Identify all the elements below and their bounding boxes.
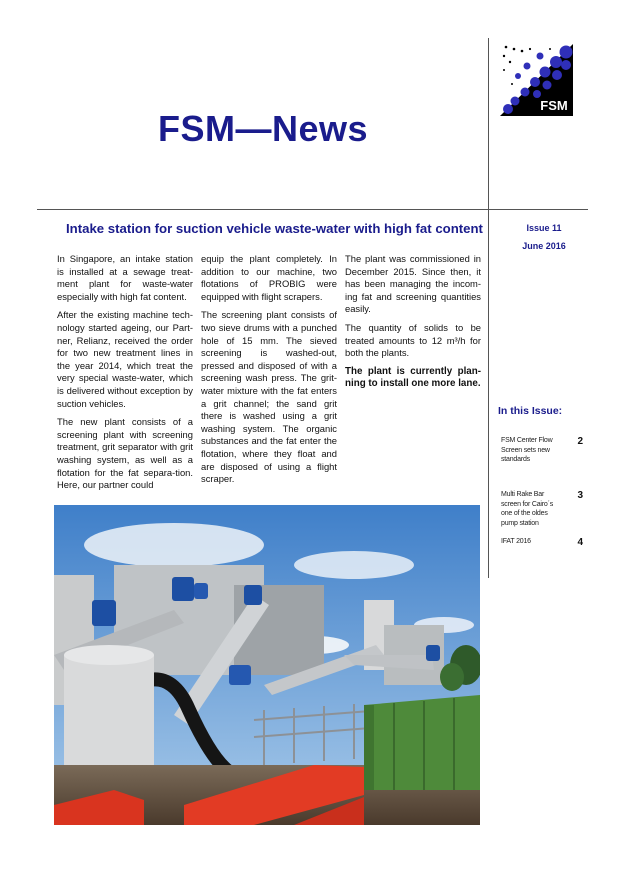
paragraph: The screening plant consists of two sieve drums with a punched hole of 15 mm. The sieved screening is washed-out, pressed and disposed of with a screening wash press. The grit-water mixture with the fat enters a grit channel; the sand grit there is washed using a grit washing system. The organic substances and the fat enter the flotation, where they float and are disposed of using a flight scraper. bbox=[201, 309, 337, 485]
issue-date: June 2016 bbox=[522, 241, 566, 251]
article-headline: Intake station for suction vehicle waste-water with high fat content bbox=[66, 221, 483, 236]
paragraph: The new plant consists of a screening plant with screening treatment, grit separator with grit washing system, as well as a flotation for the fat separa-tion. Here, our partner could bbox=[57, 416, 193, 491]
paragraph: The quantity of solids to be treated amounts to 12 m³/h for both the plants. bbox=[345, 321, 481, 359]
vertical-rule bbox=[488, 38, 489, 578]
toc-item-page: 4 bbox=[577, 537, 583, 548]
toc-item-page: 3 bbox=[577, 490, 583, 501]
paragraph: After the existing machine tech-nology started ageing, our Part-ner, Relianz, received the order for two new treatment lines in the year 2014, which treat the very special waste-water, which is delivered without exception by suction vehicles. bbox=[57, 309, 193, 409]
paragraph: equip the plant completely. In addition to our machine, two flotations of PROBIG were equipped with flight scrapers. bbox=[201, 253, 337, 302]
paragraph: In Singapore, an intake station is installed at a sewage treat-ment plant for waste-water especially with high fat content. bbox=[57, 253, 193, 302]
article-column-2 bbox=[201, 253, 337, 498]
paragraph: The plant was commissioned in December 2015. Since then, it has been managing the incom-ing fat and screening quantities easily. bbox=[345, 253, 481, 315]
toc-item-title: IFAT 2016 bbox=[501, 538, 531, 545]
toc-item[interactable] bbox=[501, 537, 583, 547]
newsletter-title: FSM—News bbox=[158, 108, 369, 149]
toc-item[interactable] bbox=[501, 436, 583, 465]
issue-number: Issue 11 bbox=[526, 223, 562, 233]
paragraph-emphasis: The plant is currently plan-ning to install one more lane. bbox=[345, 365, 481, 390]
fsm-logo bbox=[500, 44, 573, 116]
horizontal-rule bbox=[37, 209, 588, 210]
article-column-3 bbox=[345, 253, 481, 498]
toc-item-page: 2 bbox=[577, 436, 583, 447]
plant-photo bbox=[54, 505, 480, 825]
logo-text: FSM bbox=[540, 98, 568, 113]
article-body bbox=[57, 253, 482, 493]
toc-item[interactable] bbox=[501, 490, 583, 528]
article-column-1 bbox=[57, 253, 193, 498]
toc-item-title: Multi Rake Bar screen for Cairo´s one of the oldes pump station bbox=[501, 491, 554, 527]
in-this-issue-heading: In this Issue: bbox=[498, 405, 563, 417]
toc-item-title: FSM Center Flow Screen sets new standards bbox=[501, 437, 553, 463]
